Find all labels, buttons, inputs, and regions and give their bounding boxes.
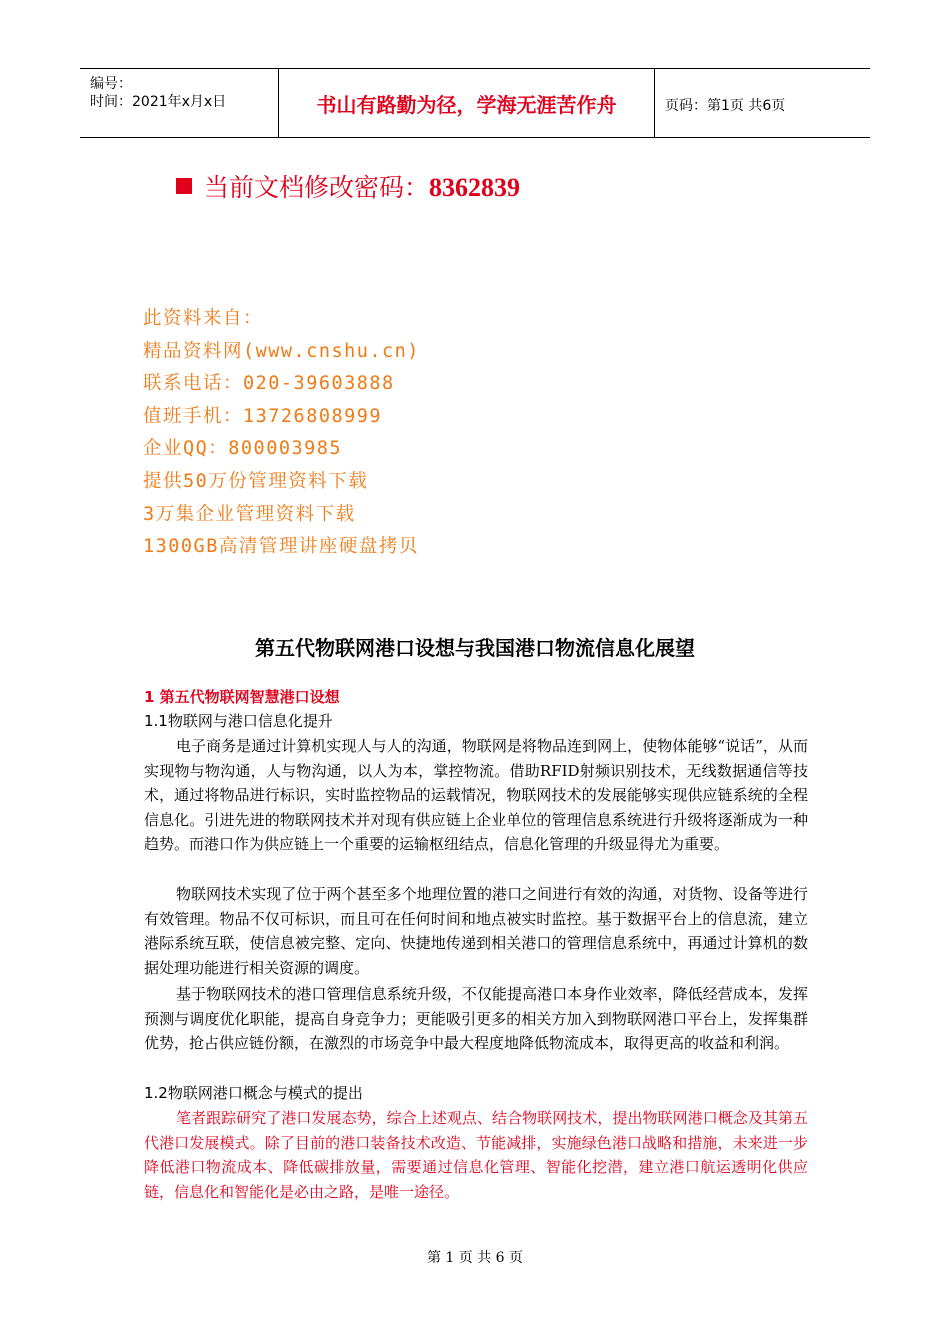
header-page-code: 页码：第1页 共6页	[665, 98, 786, 114]
source-info-block	[143, 303, 420, 564]
subsection-heading: 1.2物联网港口概念与模式的提出	[144, 1084, 363, 1102]
header-motto: 书山有路勤为径，学海无涯苦作舟	[279, 69, 655, 137]
paragraph: 电子商务是通过计算机实现人与人的沟通，物联网是将物品连到网上，使物体能够“说话”，从而实现物与物沟通，人与物沟通，以人为本，掌控物流。借助RFID射频识别技术，无线数据通信等技术，通过将物品进行标识，实时监控物品的运载情况，物联网技术的发展能够实现供应链系统的全程信息化。引进先进的物联网技术并对现有供应链上企业单位的管理信息系统进行升级将逐渐成为一种趋势。而港口作为供应链上一个重要的运输枢纽结点，信息化管理的升级显得尤为重要。	[144, 737, 808, 854]
password-code: 8362839	[429, 173, 521, 202]
section-heading: 1 第五代物联网智慧港口设想	[144, 688, 340, 706]
paragraph-highlighted: 笔者跟踪研究了港口发展态势，综合上述观点、结合物联网技术，提出物联网港口概念及其第五代港口发展模式。除了目前的港口装备技术改造、节能减排，实施绿色港口战略和措施，未来进一步降低港口物流成本、降低碳排放量，需要通过信息化管理、智能化挖潜，建立港口航运透明化供应链，信息化和智能化是必由之路，是唯一途径。	[144, 1109, 808, 1201]
source-line: 联系电话：020-39603888	[143, 373, 395, 395]
paragraph: 基于物联网技术的港口管理信息系统升级，不仅能提高港口本身作业效率，降低经营成本，发挥预测与调度优化职能，提高自身竞争力；更能吸引更多的相关方加入到物联网港口平台上，发挥集群优势，抢占供应链份额，在激烈的市场竞争中最大程度地降低物流成本，取得更高的收益和利润。	[144, 985, 808, 1053]
time-label: 时间：2021年x月x日	[90, 94, 227, 110]
square-bullet-icon	[176, 178, 192, 194]
password-line	[176, 168, 520, 204]
number-label: 编号：	[90, 76, 132, 92]
paragraph: 物联网技术实现了位于两个甚至多个地理位置的港口之间进行有效的沟通，对货物、设备等进行有效管理。物品不仅可标识，而且可在任何时间和地点被实时监控。基于数据平台上的信息流，建立港际系统互联，使信息被完整、定向、快捷地传递到相关港口的管理信息系统中，再通过计算机的数据处理功能进行相关资源的调度。	[144, 885, 808, 977]
password-label: 当前文档修改密码：	[204, 173, 430, 202]
source-line: 1300GB高清管理讲座硬盘拷贝	[143, 536, 419, 558]
header-info-cell	[80, 69, 279, 137]
document-title: 第五代物联网港口设想与我国港口物流信息化展望	[255, 636, 695, 660]
source-line: 企业QQ：800003985	[143, 438, 343, 460]
page-header	[80, 68, 870, 138]
source-line: 3万集企业管理资料下载	[143, 503, 356, 525]
source-line: 精品资料网(www.cnshu.cn)	[143, 340, 420, 362]
source-line: 此资料来自：	[143, 308, 264, 329]
source-line: 值班手机：13726808999	[143, 405, 383, 427]
page-footer: 第 1 页 共 6 页	[426, 1250, 524, 1266]
subsection-heading: 1.1物联网与港口信息化提升	[144, 712, 333, 730]
source-line: 提供50万份管理资料下载	[143, 470, 369, 492]
